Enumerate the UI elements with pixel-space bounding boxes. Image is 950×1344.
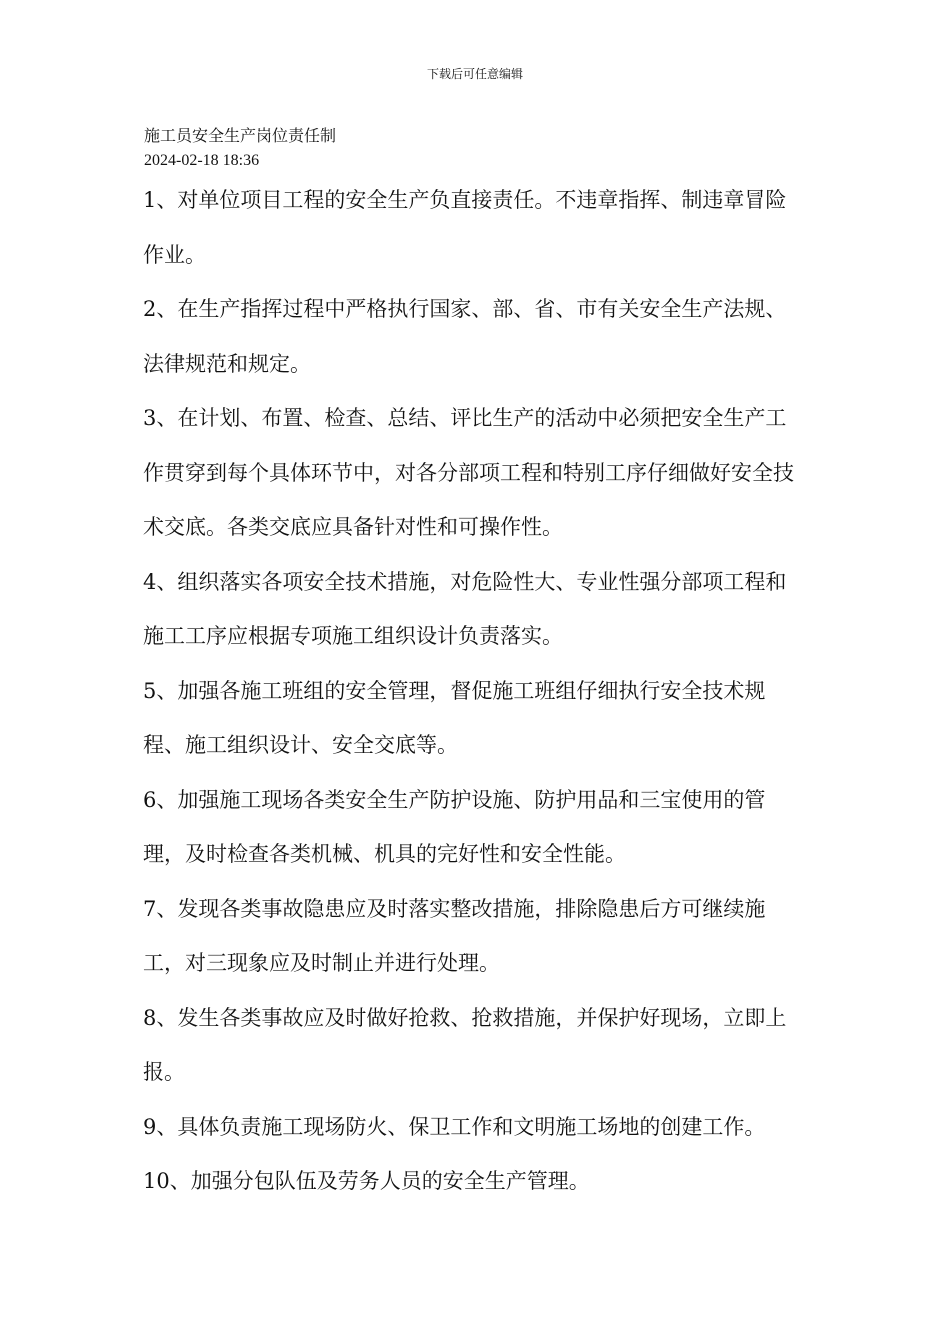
- list-item: 3、在计划、布置、检查、总结、评比生产的活动中必须把安全生产工作贯穿到每个具体环节中，对各分部项工程和特别工序仔细做好安全技术交底。各类交底应具备针对性和可操作性。: [143, 406, 794, 539]
- list-item: 2、在生产指挥过程中严格执行国家、部、省、市有关安全生产法规、法律规范和规定。: [143, 297, 787, 376]
- list-item: 4、组织落实各项安全技术措施，对危险性大、专业性强分部项工程和施工工序应根据专项施工组织设计负责落实。: [143, 569, 787, 648]
- list-item: 6、加强施工现场各类安全生产防护设施、防护用品和三宝使用的管理，及时检查各类机械、机具的完好性和安全性能。: [143, 787, 766, 866]
- list-item: 10、加强分包队伍及劳务人员的安全生产管理。: [143, 1169, 590, 1193]
- document-title: 施工员安全生产岗位责任制: [144, 126, 337, 145]
- responsibility-list: [143, 173, 805, 1209]
- list-item: 1、对单位项目工程的安全生产负直接责任。不违章指挥、制违章冒险作业。: [143, 188, 787, 267]
- list-item: 7、发现各类事故隐患应及时落实整改措施，排除隐患后方可继续施工，对三现象应及时制止并进行处理。: [143, 896, 766, 975]
- document-date: 2024-02-18 18:36: [144, 152, 260, 169]
- list-item: 5、加强各施工班组的安全管理，督促施工班组仔细执行安全技术规程、施工组织设计、安全交底等。: [143, 678, 766, 757]
- list-item: 9、具体负责施工现场防火、保卫工作和文明施工场地的创建工作。: [143, 1114, 766, 1139]
- page-header-note: 下载后可任意编辑: [426, 67, 523, 81]
- list-item: 8、发生各类事故应及时做好抢救、抢救措施，并保护好现场，立即上报。: [143, 1005, 787, 1084]
